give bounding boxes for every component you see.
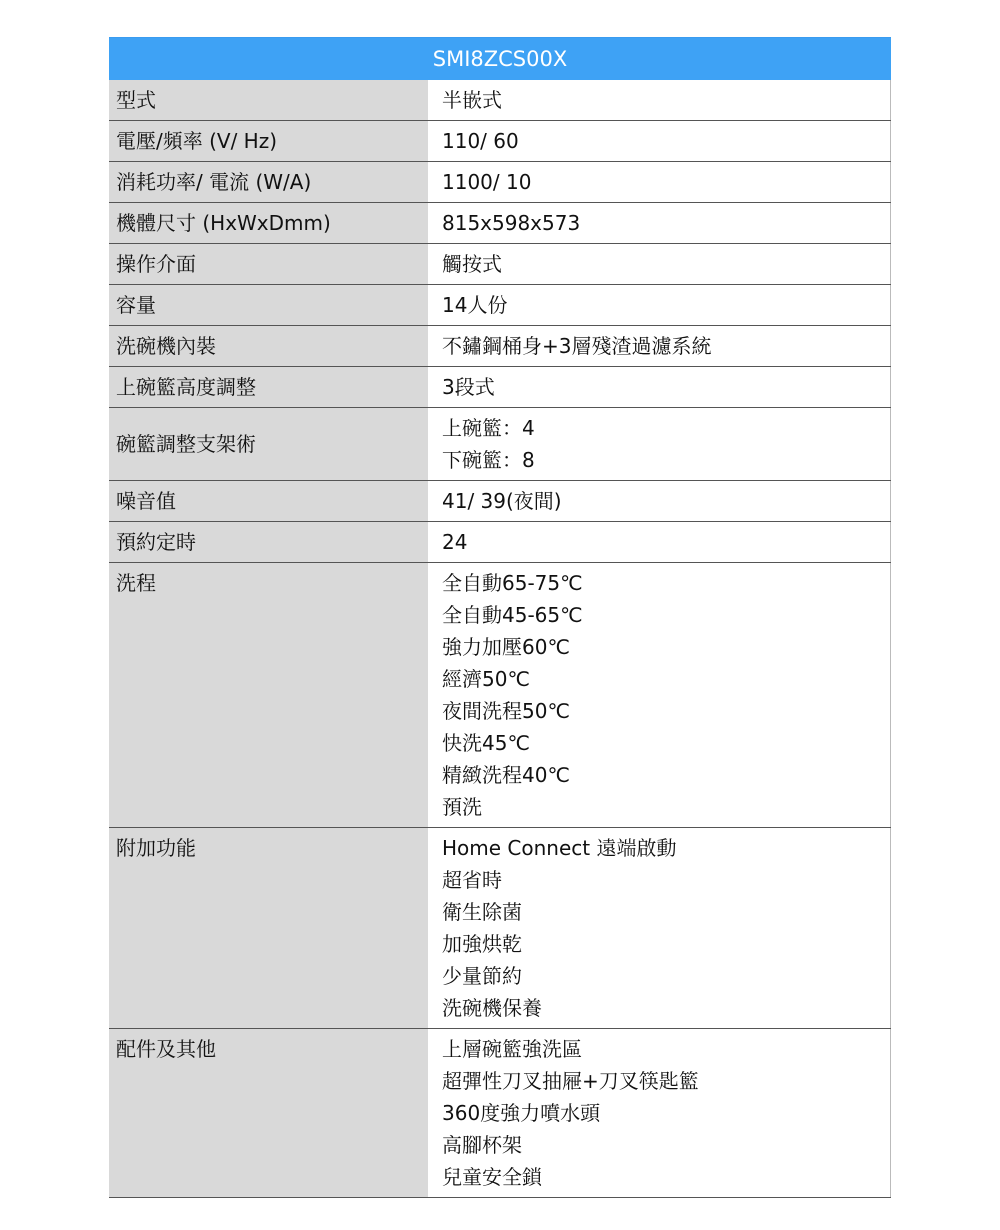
row-label: 機體尺寸 (HxWxDmm)	[109, 203, 428, 243]
table-row	[109, 326, 891, 367]
value-line: 360度強力噴水頭	[442, 1101, 601, 1125]
row-value	[428, 408, 891, 480]
spec-rows	[109, 80, 891, 1198]
value-line: 全自動45-65℃	[442, 603, 583, 627]
value-line: 上層碗籃強洗區	[442, 1037, 582, 1061]
value-line: 上碗籃：4	[442, 416, 535, 440]
row-label: 碗籃調整支架術	[109, 408, 428, 480]
value-line: 超彈性刀叉抽屜+刀叉筷匙籃	[442, 1069, 699, 1093]
table-row	[109, 481, 891, 522]
table-row	[109, 203, 891, 244]
row-value	[428, 80, 891, 120]
value-line: 觸按式	[442, 252, 502, 276]
row-value	[428, 285, 891, 325]
value-line: 少量節約	[442, 964, 522, 988]
row-label: 型式	[109, 80, 428, 120]
value-line: 下碗籃：8	[442, 448, 535, 472]
row-label: 預約定時	[109, 522, 428, 562]
value-line: 24	[442, 530, 468, 554]
value-line: 815x598x573	[442, 211, 581, 235]
row-label: 洗程	[109, 563, 428, 827]
value-line: Home Connect 遠端啟動	[442, 836, 677, 860]
value-line: 夜間洗程50℃	[442, 699, 570, 723]
value-line: 經濟50℃	[442, 667, 530, 691]
value-line: 衛生除菌	[442, 900, 522, 924]
value-line: 41/ 39(夜間)	[442, 489, 562, 513]
row-label: 電壓/頻率 (V/ Hz)	[109, 121, 428, 161]
value-line: 強力加壓60℃	[442, 635, 570, 659]
row-value	[428, 326, 891, 366]
table-row	[109, 408, 891, 481]
row-label: 容量	[109, 285, 428, 325]
value-line: 高腳杯架	[442, 1133, 522, 1157]
table-row	[109, 367, 891, 408]
value-line: 全自動65-75℃	[442, 571, 583, 595]
value-line: 快洗45℃	[442, 731, 530, 755]
row-value	[428, 828, 891, 1028]
row-value	[428, 121, 891, 161]
row-label: 上碗籃高度調整	[109, 367, 428, 407]
value-line: 洗碗機保養	[442, 996, 542, 1020]
row-value	[428, 481, 891, 521]
value-line: 超省時	[442, 868, 502, 892]
value-line: 加強烘乾	[442, 932, 522, 956]
value-line: 1100/ 10	[442, 170, 532, 194]
table-row	[109, 244, 891, 285]
value-line: 不鏽鋼桶身+3層殘渣過濾系統	[442, 334, 712, 358]
value-line: 3段式	[442, 375, 495, 399]
table-row	[109, 1029, 891, 1198]
value-line: 110/ 60	[442, 129, 519, 153]
value-line: 半嵌式	[442, 88, 502, 112]
table-row	[109, 80, 891, 121]
row-value	[428, 203, 891, 243]
value-line: 精緻洗程40℃	[442, 763, 570, 787]
row-value	[428, 522, 891, 562]
row-value	[428, 563, 891, 827]
row-label: 洗碗機內裝	[109, 326, 428, 366]
spec-table	[109, 37, 891, 1198]
row-value	[428, 162, 891, 202]
row-label: 噪音值	[109, 481, 428, 521]
row-label: 操作介面	[109, 244, 428, 284]
table-row	[109, 285, 891, 326]
table-row	[109, 828, 891, 1029]
table-row	[109, 162, 891, 203]
row-label: 附加功能	[109, 828, 428, 1028]
row-value	[428, 244, 891, 284]
table-row	[109, 522, 891, 563]
row-value	[428, 367, 891, 407]
table-row	[109, 121, 891, 162]
value-line: 預洗	[442, 795, 482, 819]
value-line: 兒童安全鎖	[442, 1165, 542, 1189]
row-label: 配件及其他	[109, 1029, 428, 1197]
value-line: 14人份	[442, 293, 508, 317]
row-value	[428, 1029, 891, 1197]
table-title: SMI8ZCS00X	[109, 37, 891, 80]
table-row	[109, 563, 891, 828]
row-label: 消耗功率/ 電流 (W/A)	[109, 162, 428, 202]
